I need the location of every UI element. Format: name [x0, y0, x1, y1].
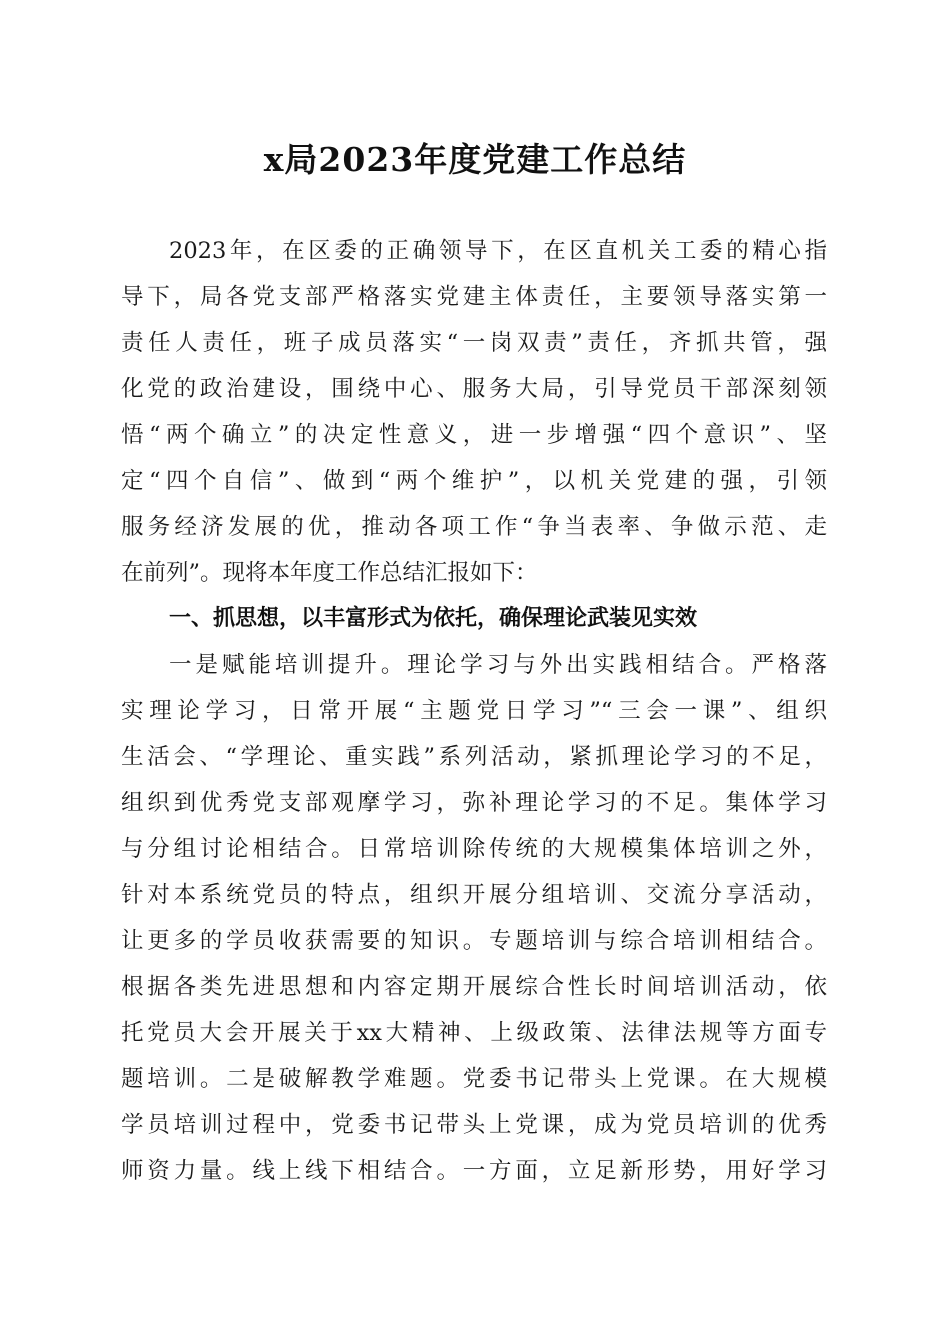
paragraph-line: 托党员大会开展关于xx大精神、上级政策、法律法规等方面专 [121, 1020, 827, 1046]
paragraph-line: 定“四个自信”、做到“两个维护”，以机关党建的强，引领 [121, 468, 827, 494]
paragraph-line: 一是赋能培训提升。理论学习与外出实践相结合。严格落 [169, 652, 827, 678]
paragraph-line: 生活会、“学理论、重实践”系列活动，紧抓理论学习的不足， [121, 744, 827, 770]
document-title: x局2023年度党建工作总结 [263, 140, 687, 179]
paragraph-line: 在前列”。现将本年度工作总结汇报如下： [121, 560, 538, 586]
paragraph-line: 悟“两个确立”的决定性意义，进一步增强“四个意识”、坚 [121, 422, 827, 448]
paragraph-line: 导下，局各党支部严格落实党建主体责任，主要领导落实第一 [121, 284, 827, 310]
paragraph-line: 2023年，在区委的正确领导下，在区直机关工委的精心指 [169, 238, 827, 264]
paragraph-line: 根据各类先进思想和内容定期开展综合性长时间培训活动，依 [121, 974, 827, 1000]
paragraph-line: 学员培训过程中，党委书记带头上党课，成为党员培训的优秀 [121, 1112, 827, 1138]
paragraph-line: 师资力量。线上线下相结合。一方面，立足新形势，用好学习 [121, 1158, 827, 1184]
paragraph-line: 责任人责任，班子成员落实“一岗双责”责任，齐抓共管，强 [121, 330, 827, 356]
section-heading: 一、抓思想，以丰富形式为依托，确保理论武装见实效 [169, 606, 698, 631]
paragraph-line: 组织到优秀党支部观摩学习，弥补理论学习的不足。集体学习 [121, 790, 827, 816]
paragraph-line: 实理论学习，日常开展“主题党日学习”“三会一课”、组织 [121, 698, 827, 724]
paragraph-line: 让更多的学员收获需要的知识。专题培训与综合培训相结合。 [121, 928, 827, 954]
paragraph-line: 与分组讨论相结合。日常培训除传统的大规模集体培训之外， [121, 836, 827, 862]
paragraph-line: 针对本系统党员的特点，组织开展分组培训、交流分享活动， [121, 882, 827, 908]
paragraph-line: 化党的政治建设，围绕中心、服务大局，引导党员干部深刻领 [121, 376, 827, 402]
paragraph-line: 题培训。二是破解教学难题。党委书记带头上党课。在大规模 [121, 1066, 827, 1092]
paragraph-line: 服务经济发展的优，推动各项工作“争当表率、争做示范、走 [121, 514, 827, 540]
